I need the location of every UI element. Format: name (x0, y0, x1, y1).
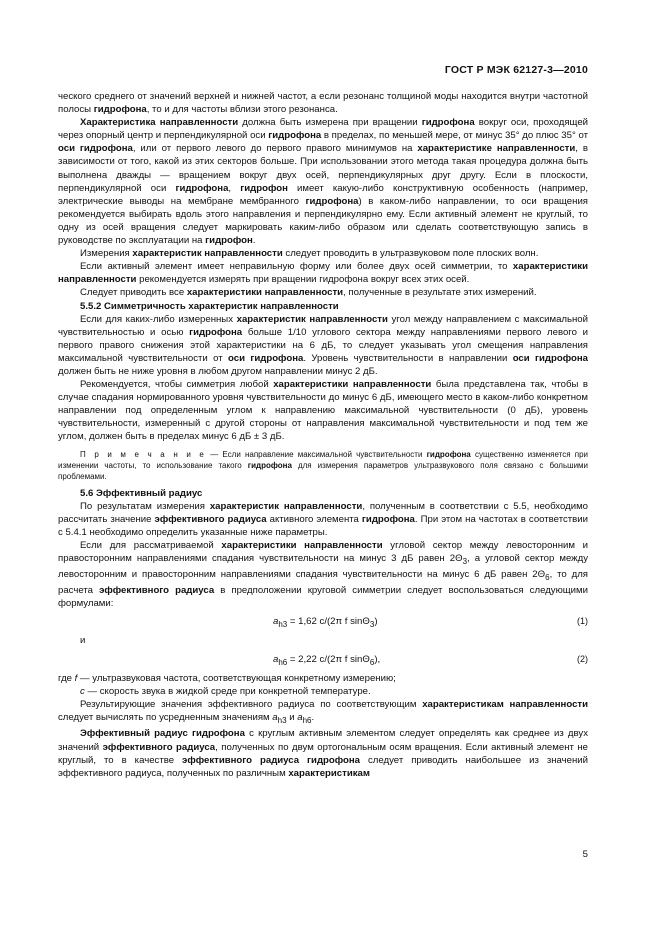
paragraph: Рекомендуется, чтобы симметрия любой характеристики направленности была представлена так, чтобы в случае спадания нормированного уровня чувствительности до минус 6 дБ, имеющего место в каком-либо конкретном направлении под определенным углом к направлению максимальной чувствительности (0 дБ), уровень чувствительности, измеренный с другой стороны от направления максимальной чувствительности и под тем же углом, должен быть в пределах минус 6 дБ ± 3 дБ. (58, 379, 588, 443)
page-number: 5 (582, 849, 588, 860)
formula-number: (2) (577, 654, 588, 665)
paragraph: Эффективный радиус гидрофона с круглым активным элементом следует определять как среднее из двух значений эффективного радиуса, полученных по двум ортогональным осям вращения. Если активный элемент не круглый, то в качестве эффективного радиуса гидрофона следует приводить наибольшее из значений эффективного радиуса, полученных по различным характеристикам (58, 728, 588, 779)
paragraph: ческого среднего от значений верхней и нижней частот, а если резонанс толщиной моды находится внутри частотной полосы гидрофона, то и для частоты вблизи этого резонанса. (58, 91, 588, 116)
paragraph: По результатам измерения характеристик направленности, полученным в соответствии с 5.5, необходимо рассчитать значение эффективного радиуса активного элемента гидрофона. При этом на частотах в соответствии с 5.4.1 необходимо определить указанные ниже параметры. (58, 500, 589, 538)
formula-2 (58, 648, 588, 672)
paragraph: Результирующие значения эффективного радиуса по соответствующим характеристикам направленности следует вычислять по усредненным значениям $a_{h3}$ и $a_{h6}$. (58, 699, 588, 726)
formula-1 (58, 610, 588, 634)
paragraph: Следует приводить все характеристики направленности, полученные в результате этих измерений. (80, 287, 537, 299)
formula-expression: $a_{h3} = 1,62$ c/(2π f sinΘ$_3$) (273, 616, 378, 630)
paragraph: Измерения характеристик направленности следует проводить в ультразвуковом поле плоских волн. (80, 248, 539, 260)
paragraph: Если для рассматриваемой характеристики направленности угловой сектор между левосторонним и правосторонним направлениями спадания чувствительности на минус 3 дБ равен $2\Theta_3$, а угловой сектор между левосторонним и правосторонним направлениями спадания чувствительности на минус 6 дБ равен $2\Theta_6$, то для расчета эффективного радиуса в предположении круговой симметрии следует воспользоваться следующими формулами: (58, 539, 588, 610)
formula-expression: $a_{h6} = 2,22$ c/(2π f sinΘ$_6$), (273, 654, 381, 668)
page-body (58, 90, 588, 780)
paragraph: Характеристика направленности должна быть измерена при вращении гидрофона вокруг оси, проходящей через опорный центр и перпендикулярной оси гидрофона в пределах, по меньшей мере, от минус 35° до плюс 35° от оси гидрофона, или от первого левого до первого правого минимумов на характеристике направленности, в зависимости от того, какой из этих секторов больше. При использовании этого метода такая процедура должна быть выполнена дважды — вращением вокруг двух осей, перпендикулярных друг другу. Если в плоскости, перпендикулярной оси гидрофона, гидрофон имеет какую-либо конструктивную особенность (например, электрические выводы на мембране мембранного гидрофона) в каком-либо направлении, то оси вращения рекомендуется выбирать вдоль этого направления и перпендикулярно ему. Если активный элемент не круглый, то одну из осей вращения следует маркировать каким-либо образом или сделать соответствующую запись в руководстве по эксплуатации на гидрофон. (58, 117, 589, 247)
standard-id: ГОСТ Р МЭК 62127-3—2010 (444, 64, 588, 76)
conjunction: и (80, 635, 86, 647)
where-line: c — скорость звука в жидкой среде при конкретной температуре. (80, 686, 371, 698)
paragraph: Если активный элемент имеет неправильную форму или более двух осей симметрии, то характеристики направленности рекомендуется измерять при вращении гидрофона вокруг всех этих осей. (58, 261, 588, 286)
section-heading-5-6: 5.6 Эффективный радиус (80, 487, 203, 499)
paragraph: Если для каких-либо измеренных характеристик направленности угол между направлением с максимальной чувствительностью и осью гидрофона больше 1/10 углового сектора между направлениями первого левого и первого правого снижения этой характеристики на 6 дБ, то следует указывать угол смещения направления максимальной чувствительности от оси гидрофона. Уровень чувствительности в направлении оси гидрофона должен быть не ниже уровня в любом другом направлении минус 2 дБ. (58, 313, 589, 377)
where-line: где f — ультразвуковая частота, соответствующая конкретному измерению; (58, 673, 396, 685)
note: П р и м е ч а н и е — Если направление максимальной чувствительности гидрофона существенно изменяется при изменении частоты, то использование такого гидрофона для измерения параметров ультразвукового поля связано с большими проблемами. (58, 449, 589, 481)
formula-number: (1) (577, 616, 588, 627)
section-heading-5-5-2: 5.5.2 Симметричность характеристик направленности (80, 300, 339, 312)
